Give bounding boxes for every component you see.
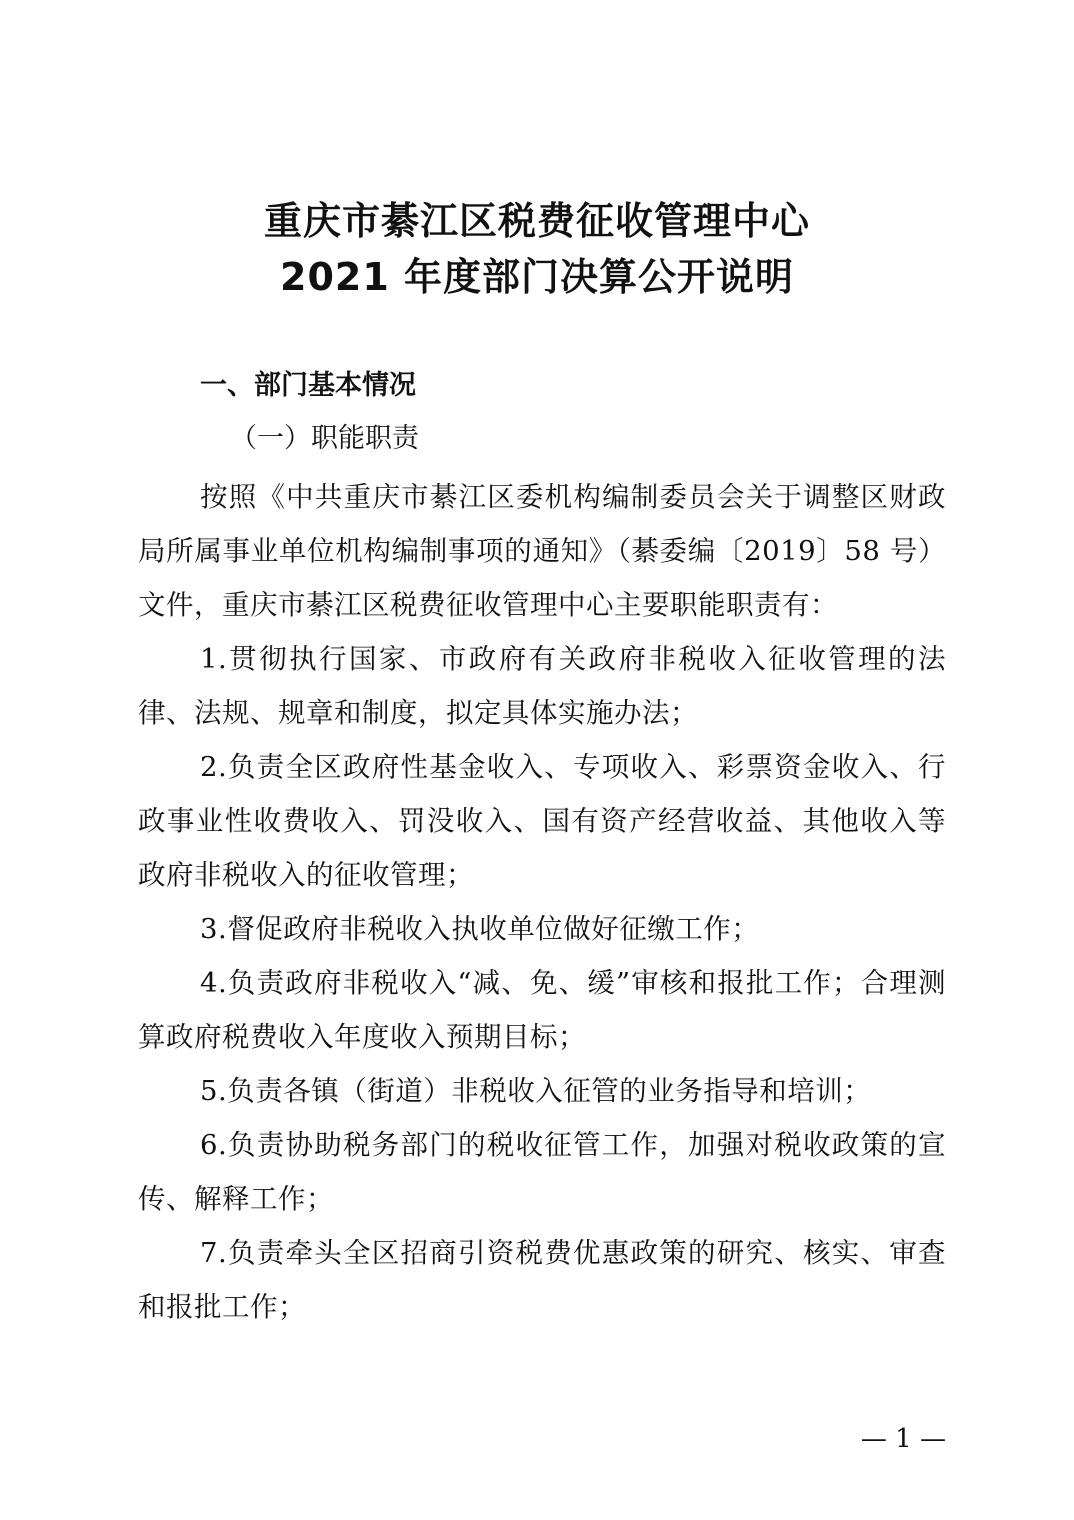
paragraph-intro: 按照《中共重庆市綦江区委机构编制委员会关于调整区财政局所属事业单位机构编制事项的通知》（綦委编〔2019〕58 号）文件，重庆市綦江区税费征收管理中心主要职能职责有： [138, 481, 946, 621]
document-title-line-2: 2021 年度部门决算公开说明 [280, 255, 794, 299]
paragraph-item-1: 1.贯彻执行国家、市政府有关政府非税收入征收管理的法律、法规、规章和制度，拟定具体实施办法； [138, 643, 946, 729]
paragraph-item-7: 7.负责牵头全区招商引资税费优惠政策的研究、核实、审查和报批工作； [138, 1237, 946, 1323]
document-title-line-1: 重庆市綦江区税费征收管理中心 [263, 199, 810, 243]
page-number: — 1 — [860, 1424, 946, 1454]
paragraph-item-4: 4.负责政府非税收入“减、免、缓”审核和报批工作；合理测算政府税费收入年度收入预期目标； [138, 967, 946, 1053]
section-heading: 一、部门基本情况 [200, 370, 416, 401]
paragraph-item-3: 3.督促政府非税收入执收单位做好征缴工作； [200, 913, 760, 945]
subsection-heading: （一）职能职责 [230, 423, 419, 454]
paragraph-item-6: 6.负责协助税务部门的税收征管工作，加强对税收政策的宣传、解释工作； [138, 1129, 946, 1215]
paragraph-item-2: 2.负责全区政府性基金收入、专项收入、彩票资金收入、行政事业性收费收入、罚没收入、国有资产经营收益、其他收入等政府非税收入的征收管理； [138, 751, 946, 891]
paragraph-item-5: 5.负责各镇（街道）非税收入征管的业务指导和培训； [200, 1075, 872, 1107]
